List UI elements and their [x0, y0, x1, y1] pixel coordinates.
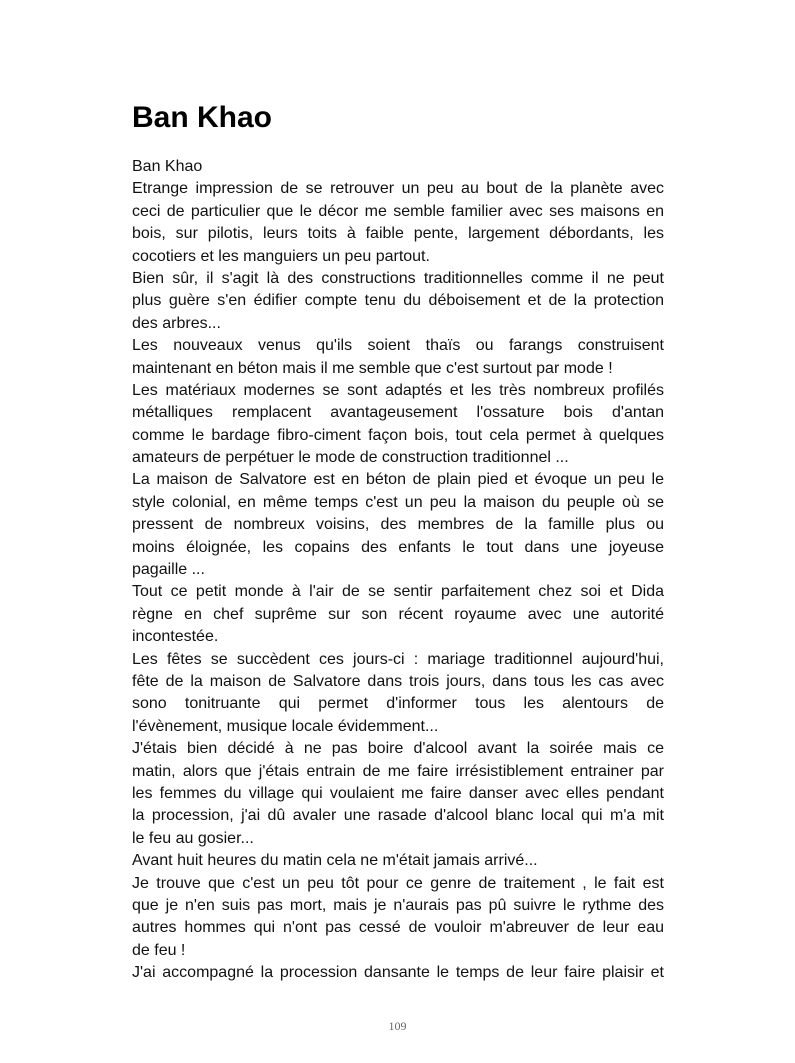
text-line: J'ai accompagné la procession dansante le temps de leur faire plaisir et: [132, 964, 664, 982]
text-line: cocotiers et les manguiers un peu partout.: [132, 247, 430, 265]
text-line: Avant huit heures du matin cela ne m'était jamais arrivé...: [132, 852, 538, 870]
page-number: 109: [388, 1019, 407, 1033]
text-line: Je trouve que c'est un peu tôt pour ce genre de traitement , le fait est: [132, 874, 664, 892]
paragraph: [132, 380, 664, 470]
text-line: Ban Khao: [132, 158, 203, 175]
text-line: les femmes du village qui voulaient me faire danser avec elles pendant: [132, 784, 664, 802]
paragraph: [132, 469, 664, 581]
text-line: le feu au gosier...: [132, 829, 254, 847]
text-line: Bien sûr, il s'agit là des constructions traditionnelles comme il ne peut: [132, 269, 664, 287]
text-line: pressent de nombreux voisins, des membres de la famille plus ou: [132, 516, 664, 534]
text-line: matin, alors que j'étais entrain de me faire irrésistiblement entrainer par: [132, 762, 664, 780]
text-line: pagaille ...: [132, 561, 205, 579]
text-line: fête de la maison de Salvatore dans trois jours, dans tous les cas avec: [132, 672, 664, 690]
text-line: La maison de Salvatore est en béton de plain pied et évoque un peu le: [132, 471, 664, 489]
text-line: Etrange impression de se retrouver un peu au bout de la planète avec: [132, 180, 664, 198]
paragraph: [132, 649, 664, 739]
text-line: sono tonitruante qui permet d'informer tous les alentours de: [132, 695, 664, 713]
text-line: Les fêtes se succèdent ces jours-ci : mariage traditionnel aujourd'hui,: [132, 650, 664, 668]
paragraph: [132, 962, 664, 984]
text-line: autres hommes qui n'ont pas cessé de vouloir m'abreuver de leur eau: [132, 919, 664, 937]
text-line: des arbres...: [132, 314, 221, 332]
paragraph: [132, 156, 664, 178]
paragraph: [132, 581, 664, 648]
text-line: amateurs de perpétuer le mode de construction traditionnel ...: [132, 449, 569, 467]
text-line: ceci de particulier que le décor me semble familier avec ses maisons en: [132, 202, 664, 220]
text-line: Tout ce petit monde à l'air de se sentir parfaitement chez soi et Dida: [132, 583, 664, 601]
paragraph: [132, 850, 664, 872]
paragraph: [132, 268, 664, 335]
text-line: moins éloignée, les copains des enfants le tout dans une joyeuse: [132, 538, 664, 556]
paragraph: [132, 738, 664, 850]
text-line: incontestée.: [132, 628, 219, 646]
text-line: comme le bardage fibro-ciment façon bois, tout cela permet à quelques: [132, 426, 664, 444]
paragraph: [132, 873, 664, 963]
text-line: l'évènement, musique locale évidemment...: [132, 717, 439, 735]
paragraph: [132, 178, 664, 268]
text-line: J'étais bien décidé à ne pas boire d'alcool avant la soirée mais ce: [132, 740, 664, 758]
text-line: Les nouveaux venus qu'ils soient thaïs ou farangs construisent: [132, 337, 664, 355]
text-line: règne en chef suprême sur son récent royaume avec une autorité: [132, 605, 664, 623]
text-line: que je n'en suis pas mort, mais je n'aurais pas pû suivre le rythme des: [132, 896, 664, 914]
text-line: la procession, j'ai dû avaler une rasade d'alcool blanc local qui m'a mit: [132, 807, 664, 825]
body-text: [132, 156, 664, 984]
text-line: métalliques remplacent avantageusement l'ossature bois d'antan: [132, 404, 664, 422]
text-line: Les matériaux modernes se sont adaptés et les très nombreux profilés: [132, 381, 664, 399]
text-line: style colonial, en même temps c'est un peu la maison du peuple où se: [132, 493, 664, 511]
paragraph: [132, 335, 664, 380]
text-line: maintenant en béton mais il me semble que c'est surtout par mode !: [132, 359, 613, 377]
text-line: de feu !: [132, 941, 186, 959]
text-line: bois, sur pilotis, leurs toits à faible pente, largement débordants, les: [132, 225, 664, 243]
text-line: plus guère s'en édifier compte tenu du déboisement et de la protection: [132, 292, 664, 310]
page-title: Ban Khao: [132, 101, 273, 134]
